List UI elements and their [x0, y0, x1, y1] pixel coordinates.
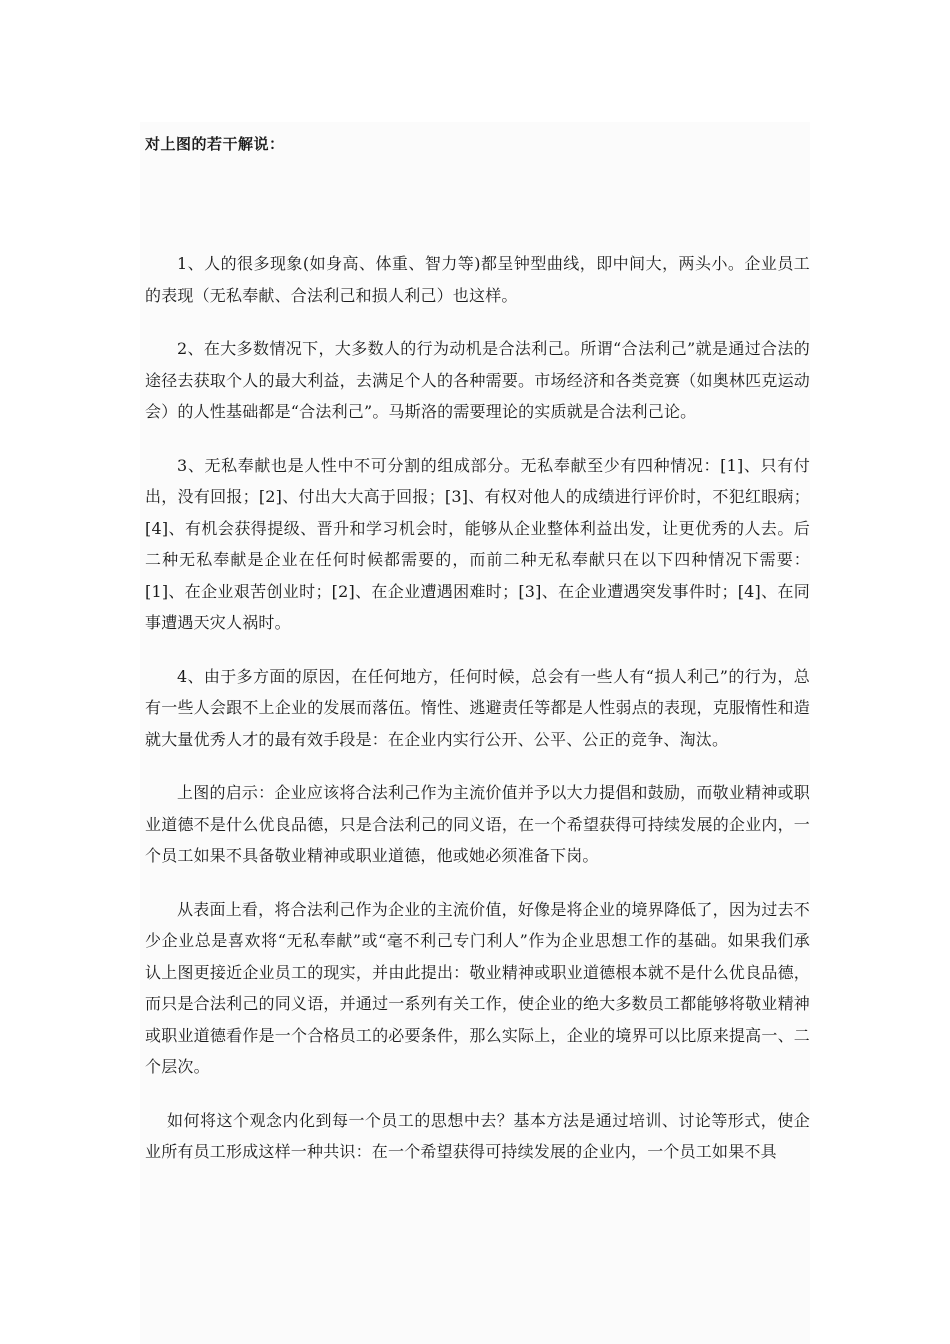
paragraph-1: 1、人的很多现象(如身高、体重、智力等)都呈钟型曲线，即中间大，两头小。企业员工的表现（无私奉献、合法利己和损人利己）也这样。 — [145, 254, 810, 305]
paragraph-2: 2、在大多数情况下，大多数人的行为动机是合法利己。所谓“合法利己”就是通过合法的途径去获取个人的最大利益，去满足个人的各种需要。市场经济和各类竞赛（如奥林匹克运动会）的人性基础都是“合法利己”。马斯洛的需要理论的实质就是合法利己论。 — [145, 339, 810, 421]
paragraph-7: 如何将这个观念内化到每一个员工的思想中去？基本方法是通过培训、讨论等形式，使企业所有员工形成这样一种共识：在一个希望获得可持续发展的企业内，一个员工如果不具 — [145, 1110, 810, 1161]
paragraph-6: 从表面上看，将合法利己作为企业的主流价值，好像是将企业的境界降低了，因为过去不少企业总是喜欢将“无私奉献”或“毫不利己专门利人”作为企业思想工作的基础。如果我们承认上图更接近企业员工的现实，并由此提出：敬业精神或职业道德根本就不是什么优良品德，而只是合法利己的同义语，并通过一系列有关工作，使企业的绝大多数员工都能够将敬业精神或职业道德看作是一个合格员工的必要条件，那么实际上，企业的境界可以比原来提高一、二个层次。 — [145, 899, 810, 1076]
paragraph-3: 3、无私奉献也是人性中不可分割的组成部分。无私奉献至少有四种情况：[1]、只有付出，没有回报；[2]、付出大大高于回报；[3]、有权对他人的成绩进行评价时，不犯红眼病；[4]、有机会获得提级、晋升和学习机会时，能够从企业整体利益出发，让更优秀的人去。后二种无私奉献是企业在任何时候都需要的，而前二种无私奉献只在以下四种情况下需要：[1]、在企业艰苦创业时；[2]、在企业遭遇困难时；[3]、在企业遭遇突发事件时；[4]、在同事遭遇天灾人祸时。 — [145, 455, 810, 632]
paragraph-5: 上图的启示：企业应该将合法利己作为主流价值并予以大力提倡和鼓励，而敬业精神或职业道德不是什么优良品德，只是合法利己的同义语，在一个希望获得可持续发展的企业内，一个员工如果不具备敬业精神或职业道德，他或她必须准备下岗。 — [145, 783, 810, 865]
document-body — [145, 122, 810, 1190]
paragraph-4: 4、由于多方面的原因，在任何地方，任何时候，总会有一些人有“损人利己”的行为，总有一些人会跟不上企业的发展而落伍。惰性、逃避责任等都是人性弱点的表现，克服惰性和造就大量优秀人才的最有效手段是：在企业内实行公开、公平、公正的竞争、淘汰。 — [145, 666, 810, 749]
section-heading: 对上图的若干解说： — [145, 135, 285, 153]
